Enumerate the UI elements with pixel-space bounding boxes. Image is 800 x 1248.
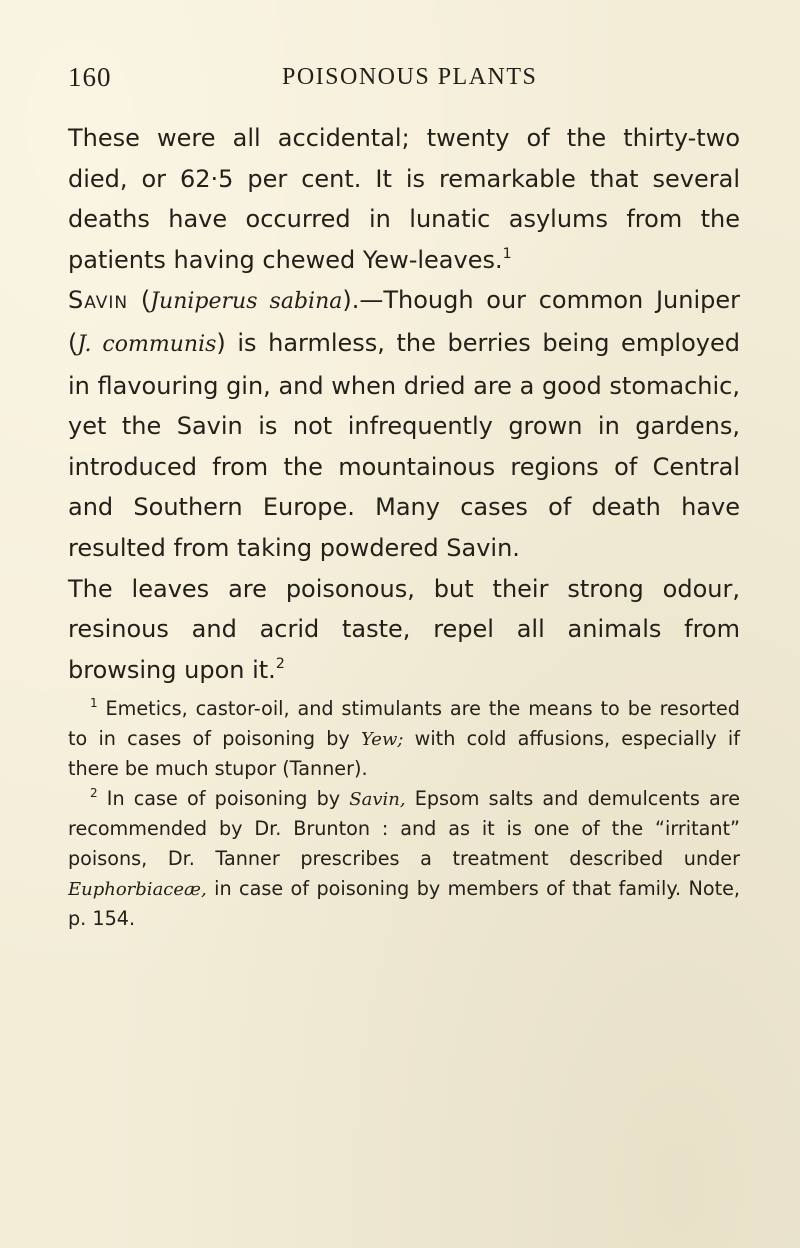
latin-name-juniperus-sabina: Juniperus sabina	[150, 289, 343, 315]
footnote-text: Emetics, castor-oil, and stimulants are the means to be resorted to in cases of poisoning by	[68, 697, 740, 750]
running-head: POISONOUS PLANTS	[282, 64, 538, 90]
footnote-1	[68, 694, 740, 784]
footnote-ref-1: 1	[502, 245, 512, 262]
page-number: 160	[68, 62, 112, 92]
footnote-2	[68, 784, 740, 934]
latin-name-j-communis: J. communis	[77, 331, 217, 357]
paragraph-text: These were all accidental; twenty of the thirty-two died, or 62·5 per cent. It is remarkable that several deaths have occurred in lunatic asylums from the patients having chewed Yew-leaves.	[68, 124, 740, 274]
section-heading-savin: Savin	[68, 286, 129, 315]
paragraph-savin	[68, 280, 740, 568]
paren-open: (	[128, 286, 151, 315]
footnote-marker-1: 1	[90, 696, 98, 710]
footnote-italic-yew: Yew;	[360, 728, 404, 750]
paragraph-text: ) is harmless, the berries being employed in flavouring gin, and when dried are a good stomachic, yet the Savin is not infrequently grown in gardens, introduced from the mountainous regions of Central and Southern Europe. Many cases of death have resulted from taking powdered Savin.	[68, 328, 740, 562]
paragraph-yew-deaths	[68, 118, 740, 280]
footnote-text: in case of poisoning by members of that family. Note, p. 154.	[68, 876, 740, 931]
footnote-marker-2: 2	[90, 785, 98, 800]
footnote-ref-2: 2	[275, 655, 285, 672]
paragraph-text: ).—Though our common Juniper (	[68, 286, 741, 357]
main-text	[68, 118, 740, 690]
footnote-italic-euphorbiaceae: Euphorbiaceæ,	[68, 878, 207, 900]
paragraph-leaves	[68, 569, 740, 691]
footnote-text: with cold affusions, especially if there be much stupor (Tanner).	[68, 726, 740, 781]
footnote-text: In case of poisoning by	[97, 786, 350, 810]
page-header	[68, 62, 668, 96]
paragraph-text: The leaves are poisonous, but their strong odour, resinous and acrid taste, repel all animals from browsing upon it.	[68, 574, 740, 684]
footnote-italic-savin: Savin,	[349, 788, 406, 810]
footnotes	[68, 694, 740, 934]
footnote-text: Epsom salts and demulcents are recommended by Dr. Brunton : and as it is one of the “irritant” poisons, Dr. Tanner prescribes a treatment described under	[68, 786, 740, 870]
